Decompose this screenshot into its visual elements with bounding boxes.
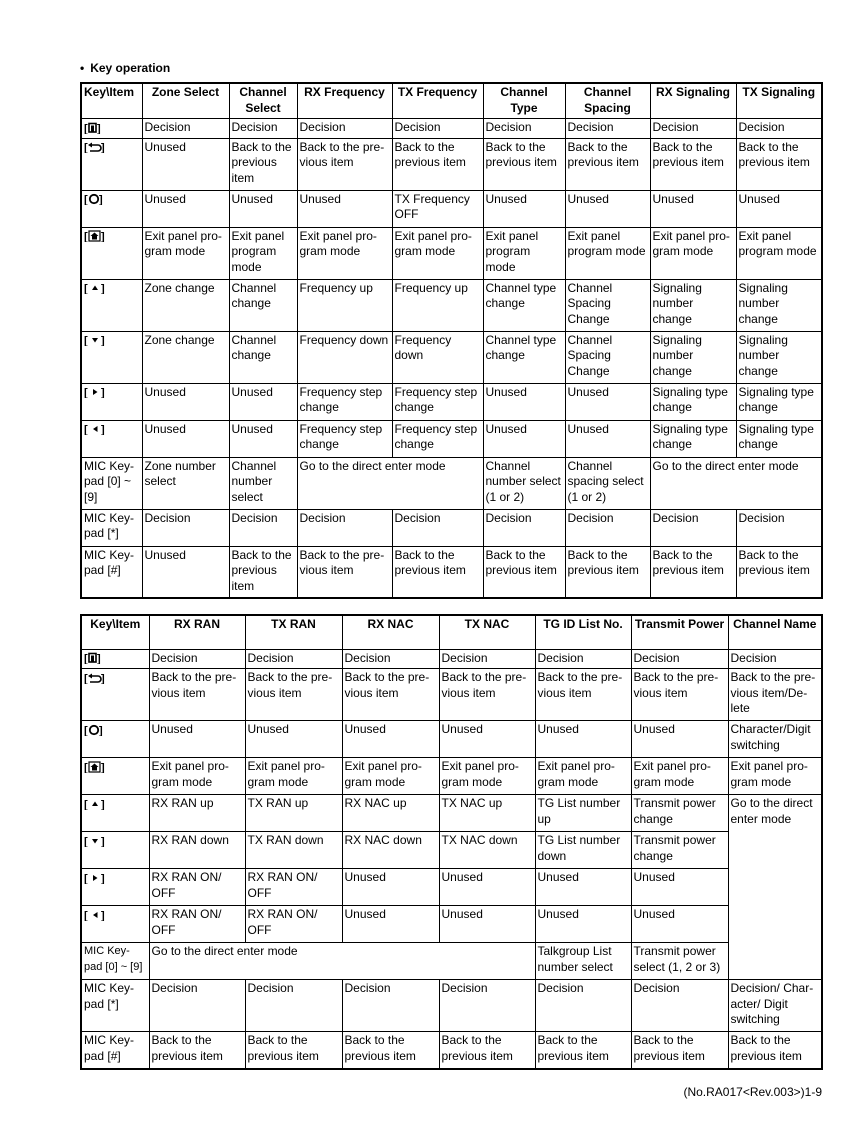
cell: Decision xyxy=(728,649,822,669)
svg-text:[: [ xyxy=(84,142,89,154)
cell: Back to the pre-vious item/De-lete xyxy=(728,669,822,721)
cell: TX RAN up xyxy=(245,795,342,832)
key-cell xyxy=(81,795,149,832)
svg-text:]: ] xyxy=(101,387,106,399)
svg-text:[: [ xyxy=(84,231,89,243)
svg-text:]: ] xyxy=(101,761,106,773)
cell: Exit panel pro-gram mode xyxy=(631,758,728,795)
svg-text:]: ] xyxy=(99,724,104,736)
cell: Frequency up xyxy=(392,279,483,331)
header-tx-frequency: TX Frequency xyxy=(392,83,483,119)
cell: Back to the previous item xyxy=(631,1032,728,1069)
key-operation-table-1 xyxy=(80,82,823,599)
header-channel-type: Channel Type xyxy=(483,83,565,119)
cell: Exit panel pro-gram mode xyxy=(535,758,631,795)
square-stack-key-icon xyxy=(84,122,102,134)
table-row xyxy=(81,383,822,420)
svg-text:]: ] xyxy=(101,231,106,243)
cell: Back to the pre-vious item xyxy=(245,669,342,721)
cell: Decision xyxy=(535,980,631,1032)
cell: Signaling number change xyxy=(650,331,736,383)
header-rx-signaling: RX Signaling xyxy=(650,83,736,119)
svg-text:[: [ xyxy=(84,672,89,684)
key-cell xyxy=(81,331,142,383)
cell: Decision xyxy=(565,119,650,139)
cell: Decision xyxy=(535,649,631,669)
svg-text:]: ] xyxy=(101,872,106,884)
table-row xyxy=(81,190,822,227)
svg-text:]: ] xyxy=(97,122,102,134)
key-cell xyxy=(81,721,149,758)
cell: Unused xyxy=(565,420,650,457)
cell: RX NAC down xyxy=(342,832,439,869)
cell: TG List number down xyxy=(535,832,631,869)
svg-text:[: [ xyxy=(84,194,89,206)
svg-text:]: ] xyxy=(101,672,106,684)
cell: Decision xyxy=(229,509,297,546)
table-row xyxy=(81,420,822,457)
table-row xyxy=(81,980,822,1032)
table-row xyxy=(81,943,822,980)
cell: Channel type change xyxy=(483,331,565,383)
cell: Decision xyxy=(631,649,728,669)
right-triangle-key-icon xyxy=(84,872,106,884)
cell: Decision xyxy=(142,119,229,139)
table-row xyxy=(81,509,822,546)
table-header-row xyxy=(81,615,822,649)
cell: Back to the previous item xyxy=(650,546,736,598)
cell: Decision xyxy=(229,119,297,139)
table-row xyxy=(81,119,822,139)
cell: Back to the pre-vious item xyxy=(439,669,535,721)
key-cell xyxy=(81,669,149,721)
table-row xyxy=(81,669,822,721)
cell: Signaling type change xyxy=(736,420,822,457)
cell: Exit panel pro-gram mode xyxy=(297,227,392,279)
key-cell xyxy=(81,832,149,869)
cell: Frequency step change xyxy=(297,420,392,457)
cell: Unused xyxy=(736,190,822,227)
cell: Decision xyxy=(439,980,535,1032)
cell: Zone change xyxy=(142,331,229,383)
cell: Decision xyxy=(245,980,342,1032)
cell: Unused xyxy=(439,721,535,758)
cell: Unused xyxy=(483,190,565,227)
cell: Exit panel pro-gram mode xyxy=(728,758,822,795)
cell: Back to the previous item xyxy=(342,1032,439,1069)
cell: Back to the previous item xyxy=(392,138,483,190)
cell: Decision xyxy=(565,509,650,546)
cell: RX RAN up xyxy=(149,795,245,832)
svg-text:[: [ xyxy=(84,872,89,884)
header-tg-id-list-no: TG ID List No. xyxy=(535,615,631,649)
cell: Decision xyxy=(245,649,342,669)
cell: Exit panel pro-gram mode xyxy=(650,227,736,279)
svg-text:[: [ xyxy=(84,424,89,436)
cell: Back to the previous item xyxy=(736,138,822,190)
cell: Unused xyxy=(142,190,229,227)
cell: Frequency step change xyxy=(392,420,483,457)
cell: Unused xyxy=(535,869,631,906)
cell: RX NAC up xyxy=(342,795,439,832)
cell: Back to the pre-vious item xyxy=(149,669,245,721)
down-triangle-key-icon xyxy=(84,334,106,346)
cell: Frequency down xyxy=(392,331,483,383)
svg-text:[: [ xyxy=(84,335,89,347)
svg-text:[: [ xyxy=(84,724,89,736)
table-row xyxy=(81,721,822,758)
table-row xyxy=(81,546,822,598)
cell: Unused xyxy=(342,906,439,943)
key-cell xyxy=(81,383,142,420)
cell: RX RAN down xyxy=(149,832,245,869)
key-cell xyxy=(81,138,142,190)
header-tx-nac: TX NAC xyxy=(439,615,535,649)
table-row xyxy=(81,279,822,331)
cell: Back to the previous item xyxy=(483,138,565,190)
cell: Exit panel pro-gram mode xyxy=(439,758,535,795)
svg-text:[: [ xyxy=(84,653,89,665)
header-tx-ran: TX RAN xyxy=(245,615,342,649)
cell: Decision xyxy=(736,119,822,139)
svg-text:[: [ xyxy=(84,835,89,847)
cell: TX Frequency OFF xyxy=(392,190,483,227)
cell: Decision xyxy=(142,509,229,546)
cell: Unused xyxy=(439,869,535,906)
cell: Decision xyxy=(736,509,822,546)
cell: Channel change xyxy=(229,279,297,331)
cell: Exit panel pro-gram mode xyxy=(149,758,245,795)
cell: Decision xyxy=(631,980,728,1032)
left-triangle-key-icon xyxy=(84,423,106,435)
table-row xyxy=(81,138,822,190)
cell: Back to the previous item xyxy=(392,546,483,598)
cell: Exit panel pro-gram mode xyxy=(342,758,439,795)
cell: TG List number up xyxy=(535,795,631,832)
home-key-icon xyxy=(84,761,106,773)
circle-key-icon xyxy=(84,193,104,205)
table-row xyxy=(81,227,822,279)
cell: Back to the pre-vious item xyxy=(631,669,728,721)
svg-text:[: [ xyxy=(84,909,89,921)
table-row xyxy=(81,832,822,869)
header-channel-select: Channel Select xyxy=(229,83,297,119)
cell: Unused xyxy=(229,383,297,420)
cell: Exit panel pro-gram mode xyxy=(392,227,483,279)
cell: Channel Spacing Change xyxy=(565,331,650,383)
cell: Signaling type change xyxy=(650,383,736,420)
cell: Back to the previous item xyxy=(245,1032,342,1069)
cell: Decision xyxy=(483,119,565,139)
cell: Decision xyxy=(149,980,245,1032)
header-key-item: Key\Item xyxy=(81,615,149,649)
table-row xyxy=(81,906,822,943)
cell: Back to the pre-vious item xyxy=(297,546,392,598)
cell: Talkgroup List number select xyxy=(535,943,631,980)
cell: RX RAN ON/ OFF xyxy=(245,906,342,943)
page-footer: (No.RA017<Rev.003>)1-9 xyxy=(683,1085,822,1099)
table-row xyxy=(81,457,822,509)
key-cell: MIC Key-pad [*] xyxy=(81,980,149,1032)
cell: Channel number select (1 or 2) xyxy=(483,457,565,509)
right-triangle-key-icon xyxy=(84,386,106,398)
cell: Decision xyxy=(650,509,736,546)
cell: Unused xyxy=(631,721,728,758)
cell: Back to the previous item xyxy=(229,138,297,190)
cell: Unused xyxy=(439,906,535,943)
svg-text:]: ] xyxy=(101,798,106,810)
section-title xyxy=(80,61,170,75)
cell: Go to the direct enter mode xyxy=(650,457,822,509)
cell: TX NAC up xyxy=(439,795,535,832)
cell: Unused xyxy=(483,420,565,457)
cell: Unused xyxy=(342,721,439,758)
svg-text:[: [ xyxy=(84,283,89,295)
cell: Frequency step change xyxy=(392,383,483,420)
cell: Unused xyxy=(142,420,229,457)
svg-text:]: ] xyxy=(101,424,106,436)
cell: Exit panel pro-gram mode xyxy=(142,227,229,279)
cell: Back to the previous item xyxy=(535,1032,631,1069)
cell: Unused xyxy=(342,869,439,906)
cell: Unused xyxy=(535,721,631,758)
key-cell xyxy=(81,279,142,331)
cell: RX RAN ON/ OFF xyxy=(245,869,342,906)
key-cell xyxy=(81,906,149,943)
down-triangle-key-icon xyxy=(84,835,106,847)
left-triangle-key-icon xyxy=(84,909,106,921)
cell: Decision xyxy=(650,119,736,139)
cell: Transmit power select (1, 2 or 3) xyxy=(631,943,728,980)
table-row xyxy=(81,331,822,383)
cell: Back to the previous item xyxy=(565,138,650,190)
header-rx-ran: RX RAN xyxy=(149,615,245,649)
cell: Exit panel program mode xyxy=(736,227,822,279)
cell: Character/Digit switching xyxy=(728,721,822,758)
cell: Back to the previous item xyxy=(565,546,650,598)
svg-text:]: ] xyxy=(97,653,102,665)
cell: Decision xyxy=(483,509,565,546)
table-row xyxy=(81,795,822,832)
cell: Go to the direct enter mode xyxy=(297,457,483,509)
cell: Decision xyxy=(297,119,392,139)
cell: Transmit power change xyxy=(631,832,728,869)
cell: Back to the previous item xyxy=(483,546,565,598)
cell: TX NAC down xyxy=(439,832,535,869)
cell: Back to the previous item xyxy=(149,1032,245,1069)
svg-text:]: ] xyxy=(101,283,106,295)
cell: Decision xyxy=(439,649,535,669)
cell: Decision xyxy=(342,980,439,1032)
cell: Exit panel program mode xyxy=(483,227,565,279)
cell: Frequency step change xyxy=(297,383,392,420)
cell: RX RAN ON/ OFF xyxy=(149,906,245,943)
cell: Back to the previous item xyxy=(650,138,736,190)
header-zone-select: Zone Select xyxy=(142,83,229,119)
cell: Decision xyxy=(392,509,483,546)
up-triangle-key-icon xyxy=(84,798,106,810)
cell: Zone change xyxy=(142,279,229,331)
key-cell xyxy=(81,869,149,906)
header-channel-spacing: Channel Spacing xyxy=(565,83,650,119)
cell: Back to the pre-vious item xyxy=(297,138,392,190)
svg-text:]: ] xyxy=(99,194,104,206)
cell: Channel Spacing Change xyxy=(565,279,650,331)
header-transmit-power: Transmit Power xyxy=(631,615,728,649)
cell: Go to the direct enter mode xyxy=(149,943,535,980)
cell: Unused xyxy=(297,190,392,227)
cell: Exit panel program mode xyxy=(565,227,650,279)
svg-text:]: ] xyxy=(101,835,106,847)
cell: Unused xyxy=(631,869,728,906)
cell: Channel change xyxy=(229,331,297,383)
key-cell xyxy=(81,190,142,227)
home-key-icon xyxy=(84,230,106,242)
header-key-item: Key\Item xyxy=(81,83,142,119)
up-triangle-key-icon xyxy=(84,282,106,294)
cell: Back to the previous item xyxy=(229,546,297,598)
cell: Unused xyxy=(535,906,631,943)
cell: Zone number select xyxy=(142,457,229,509)
cell: Signaling type change xyxy=(736,383,822,420)
table-row xyxy=(81,869,822,906)
cell: Signaling number change xyxy=(736,279,822,331)
cell: Exit panel pro-gram mode xyxy=(245,758,342,795)
cell: Exit panel program mode xyxy=(229,227,297,279)
key-cell xyxy=(81,119,142,139)
key-cell xyxy=(81,420,142,457)
cell: Unused xyxy=(142,383,229,420)
cell: Channel number select xyxy=(229,457,297,509)
cell: Back to the previous item xyxy=(439,1032,535,1069)
cell: Unused xyxy=(149,721,245,758)
svg-text:[: [ xyxy=(84,798,89,810)
circle-key-icon xyxy=(84,724,104,736)
svg-text:[: [ xyxy=(84,387,89,399)
table-row xyxy=(81,758,822,795)
table-header-row xyxy=(81,83,822,119)
cell: TX RAN down xyxy=(245,832,342,869)
key-cell xyxy=(81,649,149,669)
cell: Unused xyxy=(245,721,342,758)
cell: Signaling number change xyxy=(650,279,736,331)
cell: Decision xyxy=(149,649,245,669)
square-stack-key-icon xyxy=(84,652,102,664)
cell: Channel spacing select (1 or 2) xyxy=(565,457,650,509)
svg-text:[: [ xyxy=(84,122,89,134)
cell: Unused xyxy=(631,906,728,943)
back-arrow-key-icon xyxy=(84,141,106,153)
key-cell xyxy=(81,758,149,795)
back-arrow-key-icon xyxy=(84,672,106,684)
header-tx-signaling: TX Signaling xyxy=(736,83,822,119)
cell: Unused xyxy=(229,190,297,227)
table-row xyxy=(81,649,822,669)
cell: Signaling number change xyxy=(736,331,822,383)
key-cell: MIC Key-pad [0] ~ [9] xyxy=(81,457,142,509)
table-row xyxy=(81,1032,822,1069)
bullet: • xyxy=(80,61,85,75)
svg-text:[: [ xyxy=(84,761,89,773)
key-cell: MIC Key-pad [*] xyxy=(81,509,142,546)
key-cell: MIC Key-pad [0] ~ [9] xyxy=(81,943,149,980)
cell: Unused xyxy=(142,546,229,598)
svg-text:]: ] xyxy=(101,142,106,154)
cell: Frequency down xyxy=(297,331,392,383)
cell: Back to the previous item xyxy=(736,546,822,598)
svg-text:]: ] xyxy=(101,909,106,921)
key-cell: MIC Key-pad [#] xyxy=(81,1032,149,1069)
cell: Decision xyxy=(342,649,439,669)
cell: Transmit power change xyxy=(631,795,728,832)
cell: Back to the pre-vious item xyxy=(535,669,631,721)
cell: Unused xyxy=(565,190,650,227)
svg-text:]: ] xyxy=(101,335,106,347)
cell: Decision xyxy=(392,119,483,139)
cell: Unused xyxy=(565,383,650,420)
header-rx-frequency: RX Frequency xyxy=(297,83,392,119)
cell: Unused xyxy=(229,420,297,457)
cell: Back to the pre-vious item xyxy=(342,669,439,721)
cell: Frequency up xyxy=(297,279,392,331)
cell: Unused xyxy=(483,383,565,420)
key-cell xyxy=(81,227,142,279)
cell: Unused xyxy=(650,190,736,227)
header-channel-name: Channel Name xyxy=(728,615,822,649)
key-operation-table-2 xyxy=(80,614,823,1070)
header-rx-nac: RX NAC xyxy=(342,615,439,649)
key-cell: MIC Key-pad [#] xyxy=(81,546,142,598)
cell: Unused xyxy=(142,138,229,190)
section-title-text: Key operation xyxy=(90,61,171,75)
cell: Go to the direct enter mode xyxy=(728,795,822,980)
cell: Decision/ Char-acter/ Digit switching xyxy=(728,980,822,1032)
cell: RX RAN ON/ OFF xyxy=(149,869,245,906)
cell: Channel type change xyxy=(483,279,565,331)
cell: Signaling type change xyxy=(650,420,736,457)
cell: Back to the previous item xyxy=(728,1032,822,1069)
cell: Decision xyxy=(297,509,392,546)
